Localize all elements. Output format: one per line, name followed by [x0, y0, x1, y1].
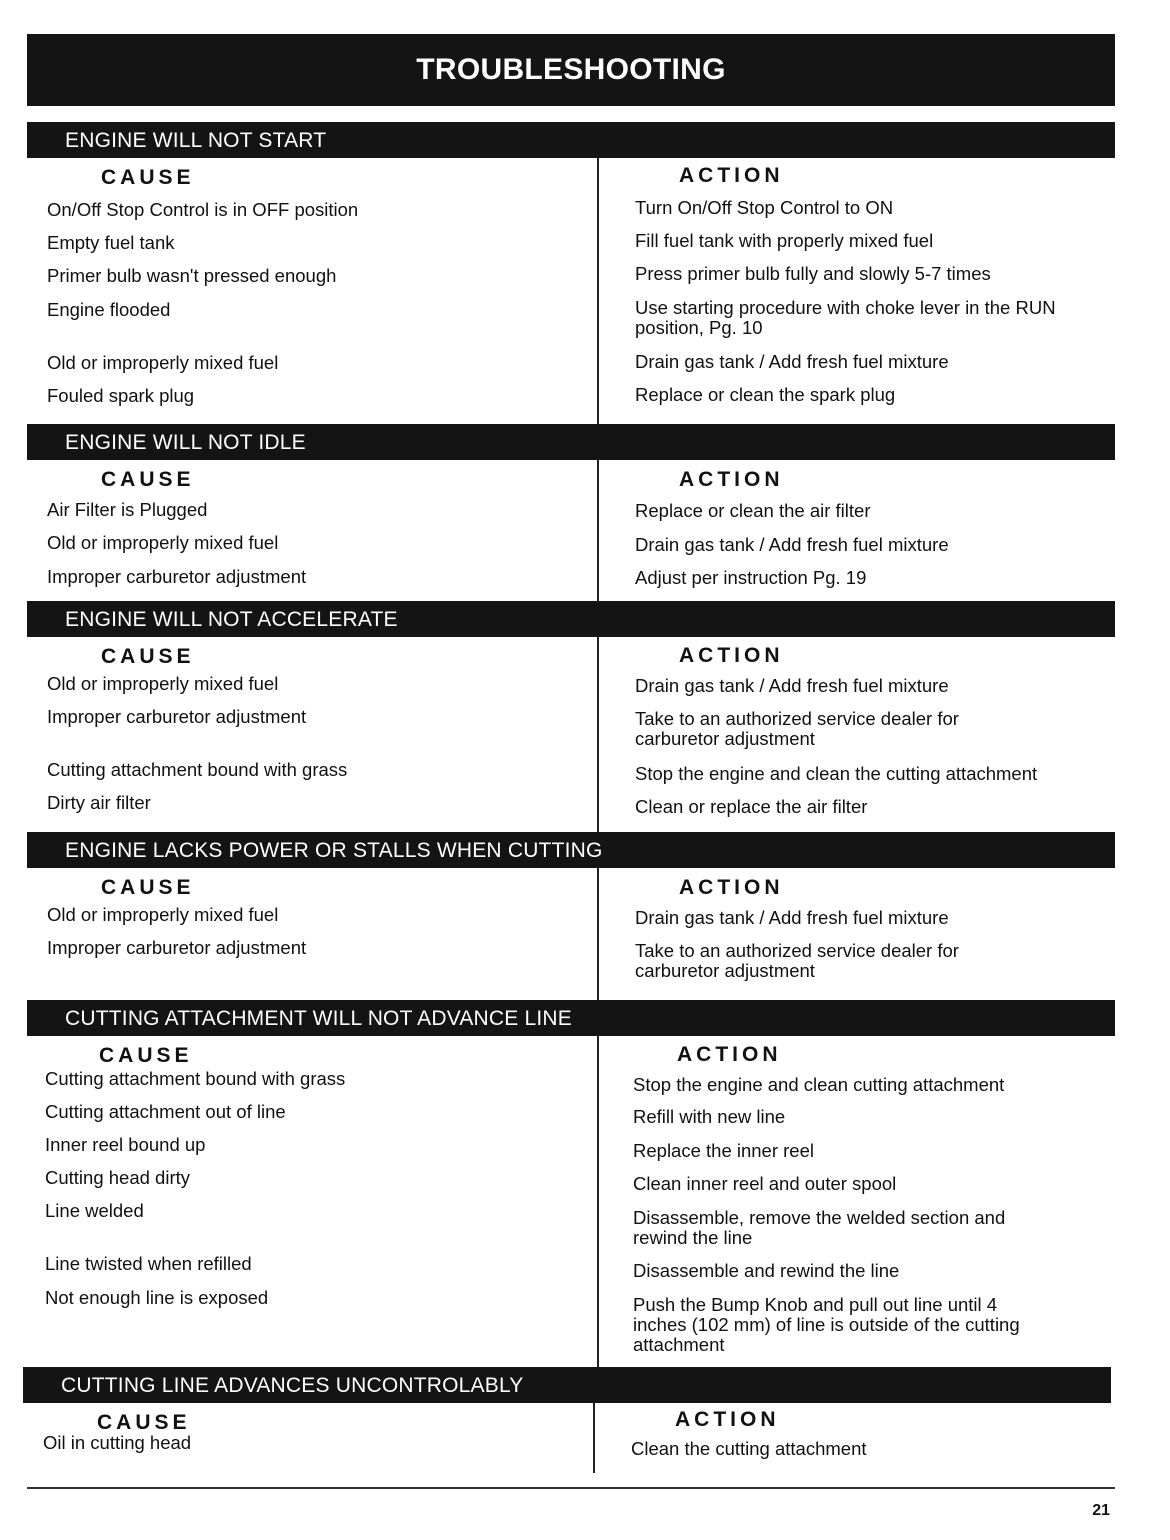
- cause-text: Old or improperly mixed fuel: [47, 904, 279, 925]
- cause-text: Not enough line is exposed: [45, 1287, 269, 1308]
- action-text: Drain gas tank / Add fresh fuel mixture: [635, 907, 949, 928]
- cause-text: Improper carburetor adjustment: [47, 706, 307, 727]
- action-heading: ACTION: [679, 644, 784, 667]
- cause-heading: CAUSE: [99, 1044, 193, 1067]
- action-text: Replace or clean the air filter: [635, 500, 871, 521]
- action-text: Take to an authorized service dealer for carburetor adjustment: [635, 708, 959, 749]
- cause-text: Cutting attachment bound with grass: [47, 759, 348, 780]
- section-header: ENGINE WILL NOT ACCELERATE: [27, 601, 1115, 637]
- action-text: Stop the engine and clean cutting attachment: [633, 1074, 1005, 1095]
- action-text: Stop the engine and clean the cutting attachment: [635, 763, 1038, 784]
- action-text: Press primer bulb fully and slowly 5-7 times: [635, 263, 991, 284]
- cause-text: Fouled spark plug: [47, 385, 195, 406]
- cause-heading: CAUSE: [101, 645, 195, 668]
- section-engine-will-not-accelerate: [27, 601, 1115, 832]
- cause-text: Line welded: [45, 1200, 144, 1221]
- action-text: Clean inner reel and outer spool: [633, 1173, 897, 1194]
- cause-text: Old or improperly mixed fuel: [47, 532, 279, 553]
- action-text: Adjust per instruction Pg. 19: [635, 567, 867, 588]
- cause-text: Engine flooded: [47, 299, 171, 320]
- cause-text: Cutting attachment out of line: [45, 1101, 286, 1122]
- action-heading: ACTION: [677, 1043, 782, 1066]
- section-line-advances-uncontrolably: [23, 1367, 1111, 1473]
- page-title: TROUBLESHOOTING: [27, 34, 1115, 106]
- action-text: Clean or replace the air filter: [635, 796, 868, 817]
- cause-text: Line twisted when refilled: [45, 1253, 252, 1274]
- cause-text: Oil in cutting head: [43, 1432, 192, 1453]
- cause-text: Improper carburetor adjustment: [47, 566, 307, 587]
- cause-text: Inner reel bound up: [45, 1134, 206, 1155]
- section-header: ENGINE WILL NOT IDLE: [27, 424, 1115, 460]
- page-number: 21: [1092, 1502, 1110, 1519]
- column-divider: [597, 637, 599, 832]
- section-engine-will-not-idle: [27, 424, 1115, 601]
- section-header: CUTTING ATTACHMENT WILL NOT ADVANCE LINE: [27, 1000, 1115, 1036]
- action-text: Replace or clean the spark plug: [635, 384, 896, 405]
- cause-text: Improper carburetor adjustment: [47, 937, 307, 958]
- action-heading: ACTION: [679, 164, 784, 187]
- section-engine-will-not-start: [27, 122, 1115, 426]
- column-divider: [597, 460, 599, 601]
- section-engine-lacks-power: [27, 832, 1115, 1001]
- column-divider: [593, 1403, 595, 1473]
- cause-text: Air Filter is Plugged: [47, 499, 208, 520]
- cause-heading: CAUSE: [101, 468, 195, 491]
- cause-text: Old or improperly mixed fuel: [47, 673, 279, 694]
- cause-text: Dirty air filter: [47, 792, 151, 813]
- section-will-not-advance-line: [27, 1000, 1115, 1367]
- action-text: Use starting procedure with choke lever in the RUN position, Pg. 10: [635, 297, 1056, 338]
- cause-text: Old or improperly mixed fuel: [47, 352, 279, 373]
- action-heading: ACTION: [679, 468, 784, 491]
- column-divider: [597, 1036, 599, 1367]
- cause-heading: CAUSE: [101, 876, 195, 899]
- action-text: Disassemble, remove the welded section and rewind the line: [633, 1207, 1006, 1248]
- action-text: Drain gas tank / Add fresh fuel mixture: [635, 351, 949, 372]
- section-header: ENGINE LACKS POWER OR STALLS WHEN CUTTING: [27, 832, 1115, 868]
- action-text: Push the Bump Knob and pull out line until 4 inches (102 mm) of line is outside of the cutting attachment: [633, 1294, 1020, 1355]
- action-text: Disassemble and rewind the line: [633, 1260, 900, 1281]
- action-text: Clean the cutting attachment: [631, 1438, 867, 1459]
- cause-heading: CAUSE: [101, 166, 195, 189]
- cause-text: Cutting head dirty: [45, 1167, 191, 1188]
- section-header: ENGINE WILL NOT START: [27, 122, 1115, 158]
- action-text: Fill fuel tank with properly mixed fuel: [635, 230, 934, 251]
- column-divider: [597, 868, 599, 1001]
- section-header: CUTTING LINE ADVANCES UNCONTROLABLY: [23, 1367, 1111, 1403]
- cause-text: Cutting attachment bound with grass: [45, 1068, 346, 1089]
- footer-rule: [27, 1487, 1115, 1489]
- cause-heading: CAUSE: [97, 1411, 191, 1434]
- action-text: Drain gas tank / Add fresh fuel mixture: [635, 675, 949, 696]
- action-text: Replace the inner reel: [633, 1140, 814, 1161]
- action-heading: ACTION: [679, 876, 784, 899]
- column-divider: [597, 158, 599, 426]
- action-heading: ACTION: [675, 1408, 780, 1431]
- cause-text: On/Off Stop Control is in OFF position: [47, 199, 359, 220]
- action-text: Take to an authorized service dealer for carburetor adjustment: [635, 940, 959, 981]
- action-text: Drain gas tank / Add fresh fuel mixture: [635, 534, 949, 555]
- cause-text: Primer bulb wasn't pressed enough: [47, 265, 337, 286]
- cause-text: Empty fuel tank: [47, 232, 175, 253]
- action-text: Refill with new line: [633, 1106, 786, 1127]
- action-text: Turn On/Off Stop Control to ON: [635, 197, 894, 218]
